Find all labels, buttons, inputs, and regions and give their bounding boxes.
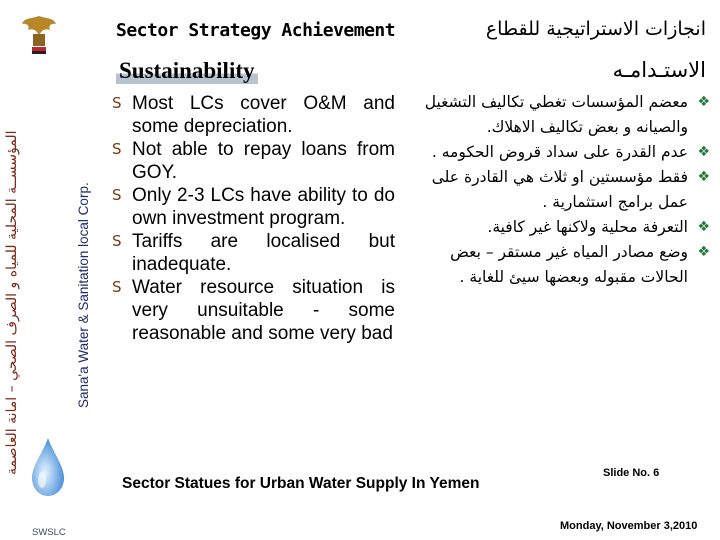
bullet-text: Not able to repay loans from GOY. <box>132 139 395 183</box>
bullet-text: معضم المؤسسات تغطي تكاليف التشغيل والصيانه و بعض تكاليف الاهلاك. <box>424 93 688 136</box>
slide-number: Slide No. 6 <box>603 467 660 479</box>
org-name-english: Sana'a Water & Sanitation local Corp. <box>76 182 91 408</box>
footer-caption: Sector Statues for Urban Water Supply In Yemen <box>122 475 480 492</box>
water-drop-icon <box>28 436 68 498</box>
list-item <box>404 215 710 240</box>
bullet-text: Only 2-3 LCs have ability to do own investment program. <box>132 185 395 229</box>
s-bullet-icon: Ѕ <box>112 186 122 204</box>
english-bullet-list <box>110 92 395 345</box>
yemen-emblem-icon <box>20 14 58 56</box>
list-item <box>110 276 395 345</box>
bullet-text: التعرفة محلية ولاكنها غير كافية. <box>487 218 688 236</box>
slide-title-english: Sector Strategy Achievement <box>116 20 396 41</box>
diamond-bullet-icon: ❖ <box>697 169 710 185</box>
bullet-text: Tariffs are localised but inadequate. <box>132 231 395 275</box>
slide-title-arabic: انجازات الاستراتيجية للقطاع <box>485 18 706 40</box>
slide-header <box>100 0 720 62</box>
list-item <box>110 138 395 184</box>
list-item <box>404 165 710 215</box>
section-subtitle-english: Sustainability <box>116 58 258 84</box>
section-subtitle-arabic: الاستـدامـه <box>612 58 706 82</box>
diamond-bullet-icon: ❖ <box>697 244 710 260</box>
diamond-bullet-icon: ❖ <box>697 94 710 110</box>
list-item <box>404 90 710 140</box>
bullet-text: فقط مؤسستين او ثلاث هي القادرة على عمل برامج استثمارية . <box>431 168 688 211</box>
s-bullet-icon: Ѕ <box>112 94 122 112</box>
diamond-bullet-icon: ❖ <box>697 219 710 235</box>
s-bullet-icon: Ѕ <box>112 278 122 296</box>
bullet-text: Most LCs cover O&M and some depreciation. <box>132 93 395 137</box>
bullet-text: Water resource situation is very unsuitable - some reasonable and some very bad <box>132 277 395 344</box>
diamond-bullet-icon: ❖ <box>697 144 710 160</box>
list-item <box>404 240 710 290</box>
s-bullet-icon: Ѕ <box>112 232 122 250</box>
footer-date: Monday, November 3,2010 <box>560 520 698 532</box>
arabic-bullet-list <box>404 90 710 290</box>
list-item <box>404 140 710 165</box>
list-item <box>110 92 395 138</box>
logo-label: SWSLC <box>32 527 66 538</box>
bullet-text: عدم القدرة على سداد قروض الحكومه . <box>431 143 688 161</box>
list-item <box>110 230 395 276</box>
bullet-text: وضع مصادر المياه غير مستقر – بعض الحالات مقبوله وبعضها سيئ للغاية . <box>450 243 688 286</box>
org-name-arabic: المؤسســة المحلية للمياه و الصرف الصحي – امانة العاصمة <box>4 130 20 475</box>
list-item <box>110 184 395 230</box>
s-bullet-icon: Ѕ <box>112 140 122 158</box>
sidebar <box>0 0 100 540</box>
